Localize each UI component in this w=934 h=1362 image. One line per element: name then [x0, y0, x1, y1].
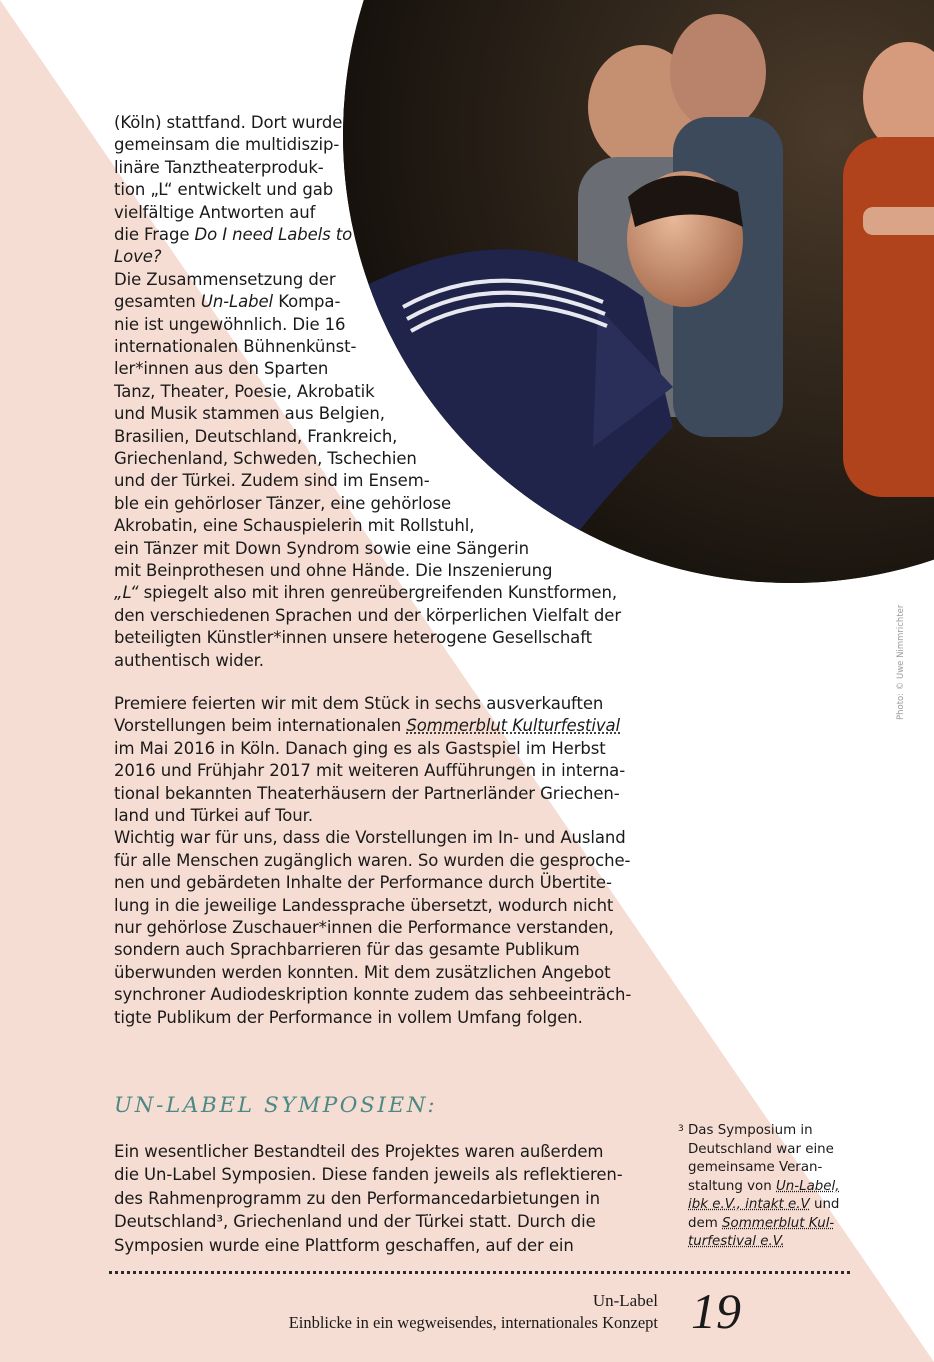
emphasized-text: Sommerblut Kulturfestival	[406, 716, 621, 736]
text-line: nie ist ungewöhnlich. Die 16	[114, 314, 346, 334]
text-line: beteiligten Künstler*innen unsere heterogene Gesellschaft	[114, 628, 592, 648]
text-line: Tanz, Theater, Poesie, Akrobatik	[114, 381, 375, 401]
emphasized-text: Love?	[114, 247, 162, 267]
footer-subtitle: Einblicke in ein wegweisendes, internationales Konzept	[288, 1313, 658, 1332]
footnote-line	[688, 1196, 839, 1215]
text-segment: und	[809, 1197, 840, 1212]
text-line: (Köln) stattfand. Dort wurde	[114, 113, 343, 132]
footer-title: Un-Label	[592, 1291, 658, 1310]
text-line: für alle Menschen zugänglich waren. So wurden die gesproche-	[114, 850, 631, 870]
footnote-link[interactable]: Sommerblut Kul-	[722, 1215, 835, 1231]
text-line: ler*innen aus den Sparten	[114, 359, 329, 379]
text-line	[114, 291, 340, 313]
text-line: authentisch wider.	[114, 650, 264, 670]
text-line: überwunden werden konnten. Mit dem zusätzlichen Angebot	[114, 962, 611, 982]
footer-divider	[109, 1271, 850, 1274]
text-segment: Vorstellungen beim internationalen	[114, 716, 407, 736]
emphasized-text: Do I need Labels to	[194, 225, 353, 244]
text-line: nen und gebärdeten Inhalte der Performance durch Übertite-	[114, 873, 612, 893]
section-heading: UN-LABEL SYMPOSIEN:	[114, 1093, 438, 1118]
text-line: tion „L“ entwickelt und gab	[114, 180, 334, 200]
text-line: Symposien wurde eine Plattform geschaffen, auf der ein	[114, 1235, 574, 1255]
text-line: Griechenland, Schweden, Tschechien	[114, 449, 417, 468]
text-line: land und Türkei auf Tour.	[114, 806, 313, 825]
text-line: tigte Publikum der Performance in vollem Umfang folgen.	[114, 1007, 583, 1027]
text-line: mit Beinprothesen und ohne Hände. Die Inszenierung	[114, 561, 553, 580]
text-line: im Mai 2016 in Köln. Danach ging es als Gastspiel im Herbst	[114, 738, 606, 758]
text-line: lung in die jeweilige Landessprache übersetzt, wodurch nicht	[114, 895, 614, 915]
text-line: internationalen Bühnenkünst-	[114, 337, 357, 356]
text-line: Deutschland³, Griechenland und der Türkei statt. Durch die	[114, 1212, 596, 1232]
text-line: gemeinsam die multidiszip-	[114, 135, 340, 155]
text-line: Ein wesentlicher Bestandteil des Projektes waren außerdem	[114, 1142, 604, 1161]
footnote-line: Das Symposium in	[688, 1123, 813, 1138]
footnote-link[interactable]: Un-Label,	[776, 1178, 840, 1194]
text-line: Akrobatin, eine Schauspielerin mit Rollstuhl,	[114, 516, 475, 536]
text-segment: gesamten	[114, 292, 201, 312]
footnote-line: Deutschland war eine	[688, 1141, 834, 1157]
text-line: tional bekannten Theaterhäusern der Partnerländer Griechen-	[114, 783, 620, 803]
text-line: Die Zusammensetzung der	[114, 269, 336, 289]
text-line	[114, 224, 352, 246]
footnote-line	[688, 1233, 785, 1252]
footnote-line	[688, 1215, 834, 1234]
footnote-line	[688, 1178, 840, 1197]
text-line: und der Türkei. Zudem sind im Ensem-	[114, 471, 430, 491]
text-segment: dem	[688, 1215, 723, 1231]
emphasized-text: Un-Label	[200, 292, 274, 312]
text-line: Premiere feierten wir mit dem Stück in sechs ausverkauften	[114, 694, 604, 713]
text-line	[114, 246, 161, 268]
footnote-number: 3	[678, 1124, 684, 1134]
text-segment: spiegelt also mit ihren genreübergreifenden Kunstformen,	[138, 583, 617, 603]
footnote-line: gemeinsame Veran-	[688, 1160, 823, 1175]
text-line: vielfältige Antworten auf	[114, 202, 316, 222]
text-line: und Musik stammen aus Belgien,	[114, 404, 385, 424]
text-line	[114, 582, 617, 604]
text-line: Wichtig war für uns, dass die Vorstellungen im In- und Ausland	[114, 828, 626, 848]
text-line: Brasilien, Deutschland, Frankreich,	[114, 426, 398, 446]
text-line: synchroner Audiodeskription konnte zudem das sehbeeinträch-	[114, 985, 632, 1005]
text-segment: Kompa-	[273, 292, 341, 312]
text-segment: die Frage	[114, 225, 195, 244]
text-segment: staltung von	[688, 1178, 776, 1194]
text-line: die Un-Label Symposien. Diese fanden jeweils als reflektieren-	[114, 1165, 623, 1185]
text-line: sondern auch Sprachbarrieren für das gesamte Publikum	[114, 940, 580, 960]
text-line: den verschiedenen Sprachen und der körperlichen Vielfalt der	[114, 605, 622, 625]
text-line: nur gehörlose Zuschauer*innen die Performance verstanden,	[114, 918, 614, 937]
text-line: ein Tänzer mit Down Syndrom sowie eine Sängerin	[114, 538, 529, 558]
emphasized-text: „L“	[114, 583, 139, 603]
text-line: linäre Tanztheaterproduk-	[114, 157, 324, 177]
photo-credit: Photo: © Uwe Nimmrichter	[896, 604, 906, 720]
text-line: 2016 und Frühjahr 2017 mit weiteren Aufführungen in interna-	[114, 761, 626, 781]
text-line: ble ein gehörloser Tänzer, eine gehörlose	[114, 493, 451, 513]
text-line	[114, 715, 620, 737]
footnote-link[interactable]: turfestival e.V.	[688, 1234, 785, 1249]
footnote-link[interactable]: ibk e.V., intakt e.V	[688, 1197, 810, 1212]
page-number: 19	[691, 1283, 741, 1339]
text-line: des Rahmenprogramm zu den Performancedarbietungen in	[114, 1188, 600, 1208]
